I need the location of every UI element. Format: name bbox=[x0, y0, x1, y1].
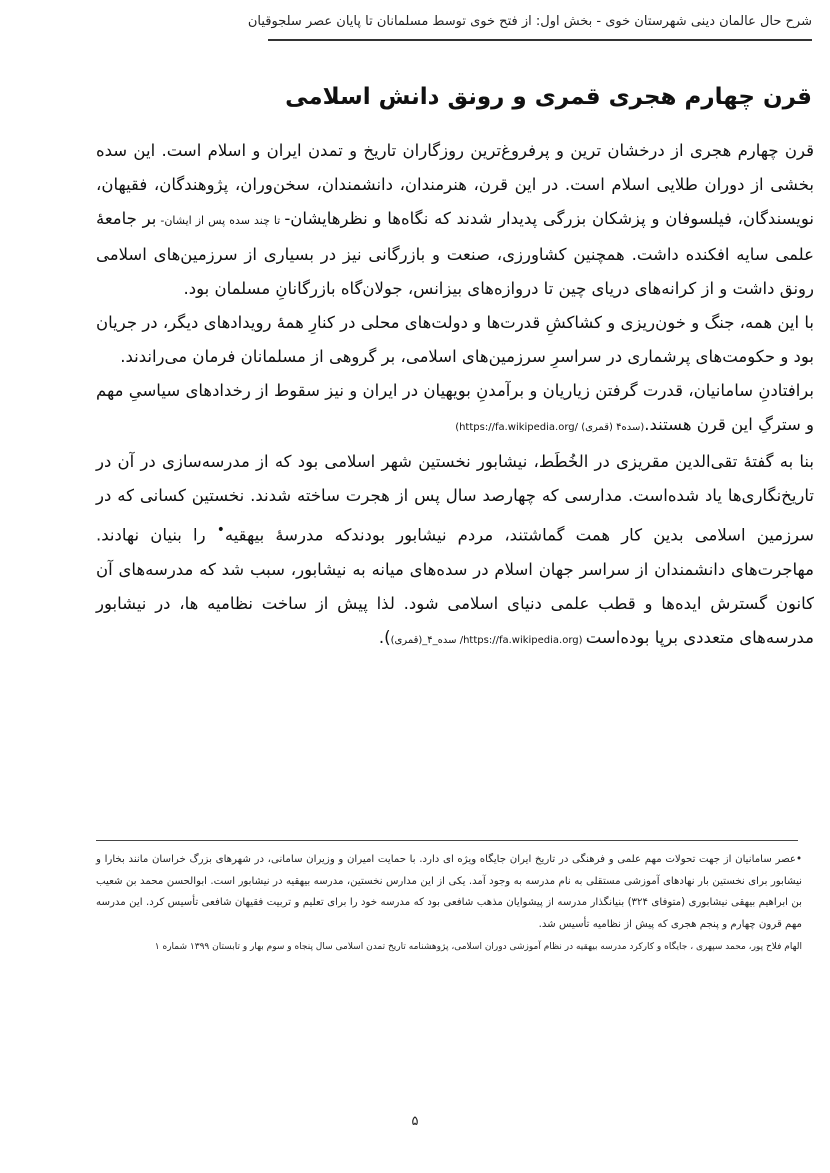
paragraph-4-end: را بنیان نهادند. مهاجرت‌های دانشمندان از سراسر جهان اسلام در سده‌های میانه به نیشابور، سبب شد که مدرسه‌های آن کانون گسترش ایده‌ها و قطب علمی دنیای اسلامی شود. لذا پیش از ساخت نظامیه ها، در نیشابور مدرسه‌های متعددی برپا بوده‌است bbox=[96, 525, 814, 647]
paragraph-1 bbox=[96, 134, 814, 306]
body-text bbox=[96, 134, 814, 658]
paragraph-4 bbox=[96, 445, 814, 658]
running-header: شرح حال عالمان دینی شهرستان خوی - بخش اول: از فتح خوی توسط مسلمانان تا پایان عصر سلجوقیان bbox=[247, 14, 812, 29]
footnote-marker[interactable]: • bbox=[216, 522, 225, 538]
footnote-text: •عصر سامانیان از جهت تحولات مهم علمی و فرهنگی در تاریخ ایران جایگاه ویژه ای دارد. با حمایت امیران و وزیران سامانی، در شهرهای بزرگ خراسان مانند بخارا و نیشابور برای نخستین بار نهادهای آموزشی مستقلی به نام مدرسه به وجود آمد. یکی از این مدارس نخستین، مدرسه بیهقیه در نیشابور است. ابوالحسن محمد بن شعیب بن ابراهیم بیهقی نیشابوری (متوفای ۳۲۴) بنیانگذار مدرسه از پیشوایان مذهب شافعی بود که مدرسه خود را برای تعلیم و تربیت فقیهان شافعی تأسیس کرد. این مدرسه مهم قرون چهارم و پنجم هجری که پیش از نظامیه تأسیس شد. bbox=[96, 854, 803, 930]
paragraph-4-close: ). bbox=[378, 627, 391, 647]
paragraph-1-text: قرن چهارم هجری از درخشان ترین و پرفروغ‌ترین روزگاران تاریخ و تمدن ایران و اسلام است. این سده بخشی از دوران طلایی اسلام است. در این قرن، هنرمندان، دانشمندان، سخن‌وران، پژوهندگان، فقیهان، نویسندگان، فیلسوفان و پزشکان بزرگی پدیدار شدند که نگاه‌ها و نظرهایشان- bbox=[96, 141, 814, 228]
paragraph-1-end: بر جامعهٔ علمی سایه افکنده داشت. همچنین کشاورزی، صنعت و بازرگانی نیز در بسیاری از سرزمین‌های اسلامی رونق داشت و از کرانه‌های دریای چین تا دروازه‌های بیزانس، جولان‌گاه بازرگانانِ مسلمان بود. bbox=[96, 209, 814, 298]
footnote-reference: الهام فلاح پور، محمد سپهری ، جایگاه و کارکرد مدرسه بیهقیه در نظام آموزشی دوران اسلامی، پژوهشنامه تاریخ تمدن اسلامی سال پنجاه و سوم بهار و تابستان ۱۳۹۹ شماره ۱ bbox=[154, 942, 802, 952]
paragraph-3 bbox=[96, 374, 814, 445]
footnotes bbox=[96, 849, 802, 957]
paragraph-3-text: برافتادنِ سامانیان، قدرت گرفتن زیاریان و برآمدنِ بویهیان در ایران و نیز سقوط از رخدادهای سیاسیِ مهم و سترگِ این قرن هستند. bbox=[96, 381, 814, 434]
paragraph-4-text: بنا به گفتهٔ تقی‌الدین مقریزی در الخُطَط، نیشابور نخستین شهر اسلامی بود که از مدرسه‌سازی در آن در تاریخ‌نگاری‌ها یاد شده‌است. مدارسی که چهارصد سال پس از هجرت ساخته شدند. نخستین کسانی که در سرزمین اسلامی بدین کار همت گماشتند، مردم نیشابور بودندکه مدرسهٔ بیهقیه bbox=[96, 452, 814, 545]
page-number: ۵ bbox=[411, 1114, 419, 1129]
citation-link[interactable]: (https://fa.wikipedia.org/ سده_۴_(قمری) bbox=[390, 634, 586, 646]
footnote-rule bbox=[96, 840, 798, 841]
paragraph-2: با این همه، جنگ و خون‌ریزی و کشاکشِ قدرت‌ها و دولت‌های محلی در کنارِ همهٔ رویدادهای دیگر، در جریان بود و حکومت‌های پرشماری در سراسرِ سرزمین‌های اسلامی، بر گروهی از مسلمانان فرمان می‌راندند. bbox=[96, 313, 814, 366]
header-rule bbox=[268, 39, 812, 41]
section-heading: قرن چهارم هجری قمری و رونق دانش اسلامی bbox=[285, 84, 812, 110]
paragraph-1-aside: تا چند سده پس از ایشان- bbox=[156, 214, 285, 227]
citation-link[interactable]: (سده۴ (قمری) /https://fa.wikipedia.org) bbox=[455, 422, 645, 433]
